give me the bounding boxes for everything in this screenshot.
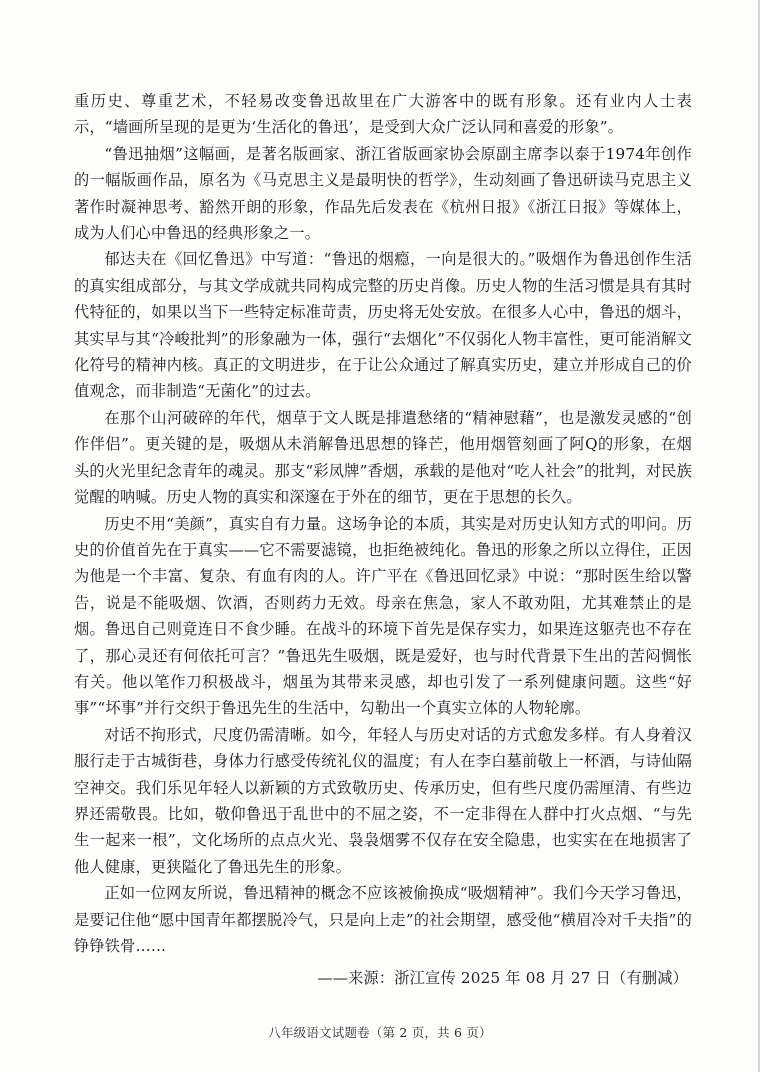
paragraph-3: 郁达夫在《回忆鲁迅》中写道：“鲁迅的烟瘾，一向是很大的。”吸烟作为鲁迅创作生活的真实组成部分，与其文学成就共同构成完整的历史肖像。历史人物的生活习惯是具有其时代特征的，如果以当下一些特定标准苛责，历史将无处安放。在很多人心中，鲁迅的烟斗，其实早与其“冷峻批判”的形象融为一体，强行“去烟化”不仅弱化人物丰富性，更可能消解文化符号的精神内核。真正的文明进步，在于让公众通过了解真实历史，建立并形成自己的价值观念，而非制造“无菌化”的过去。 [74,250,692,401]
article-body [74,88,692,991]
source-citation: ——来源：浙江宣传 2025 年 08 月 27 日（有删减） [317,969,688,988]
paragraph-5: 历史不用“美颜”，真实自有力量。这场争论的本质，其实是对历史认知方式的叩问。历史的价值首先在于真实——它不需要滤镜，也拒绝被纯化。鲁迅的形象之所以立得住，正因为他是一个丰富、复杂、有血有肉的人。许广平在《鲁迅回忆录》中说：“那时医生给以警告，说是不能吸烟、饮酒，否则药力无效。母亲在焦急，家人不敢劝阻，尤其难禁止的是烟。鲁迅自己则竟连日不食少睡。在战斗的环境下首先是保存实力，如果连这躯壳也不存在了，那心灵还有何依托可言？”鲁迅先生吸烟，既是爱好，也与时代背景下生出的苦闷惆怅有关。他以笔作刀积极战斗，烟虽为其带来灵感，却也引发了一系列健康问题。这些“好事”“坏事”并行交织于鲁迅先生的生活中，勾勒出一个真实立体的人物轮廓。 [74,514,692,718]
paragraph-7: 正如一位网友所说，鲁迅精神的概念不应该被偷换成“吸烟精神”。我们今天学习鲁迅，是要记住他“愿中国青年都摆脱冷气，只是向上走”的社会期望，感受他“横眉冷对千夫指”的铮铮铁骨…… [74,884,692,955]
paragraph-4: 在那个山河破碎的年代，烟草于文人既是排遣愁绪的“精神慰藉”，也是激发灵感的“创作伴侣”。更关键的是，吸烟从未消解鲁迅思想的锋芒，他用烟管刻画了阿Q的形象，在烟头的火光里纪念青年的魂灵。那支“彩凤牌”香烟，承载的是他对“吃人社会”的批判，对民族觉醒的呐喊。历史人物的真实和深邃在于外在的细节，更在于思想的长久。 [74,408,692,507]
paragraph-2: “鲁迅抽烟”这幅画，是著名版画家、浙江省版画家协会原副主席李以泰于1974年创作的一幅版画作品，原名为《马克思主义是最明快的哲学》，生动刻画了鲁迅研读马克思主义著作时凝神思考、豁然开朗的形象，作品先后发表在《杭州日报》《浙江日报》等媒体上，成为人们心中鲁迅的经典形象之一。 [74,144,692,243]
page-footer: 八年级语文试题卷（第 2 页，共 6 页） [268,1025,492,1040]
paragraph-1: 重历史、尊重艺术，不轻易改变鲁迅故里在广大游客中的既有形象。还有业内人士表示，“墙画所呈现的是更为‘生活化的鲁迅’，是受到大众广泛认同和喜爱的形象”。 [74,92,692,137]
paragraph-6: 对话不拘形式，尺度仍需清晰。如今，年轻人与历史对话的方式愈发多样。有人身着汉服行走于古城街巷，身体力行感受传统礼仪的温度；有人在李白墓前敬上一杯酒，与诗仙隔空神交。我们乐见年轻人以新颖的方式致敬历史、传承历史，但有些尺度仍需厘清、有些边界还需敬畏。比如，敬仰鲁迅于乱世中的不屈之姿，不一定非得在人群中打火点烟、“与先生一起来一根”，文化场所的点点火光、袅袅烟雾不仅存在安全隐患，也实实在在地损害了他人健康，更狭隘化了鲁迅先生的形象。 [74,725,692,876]
